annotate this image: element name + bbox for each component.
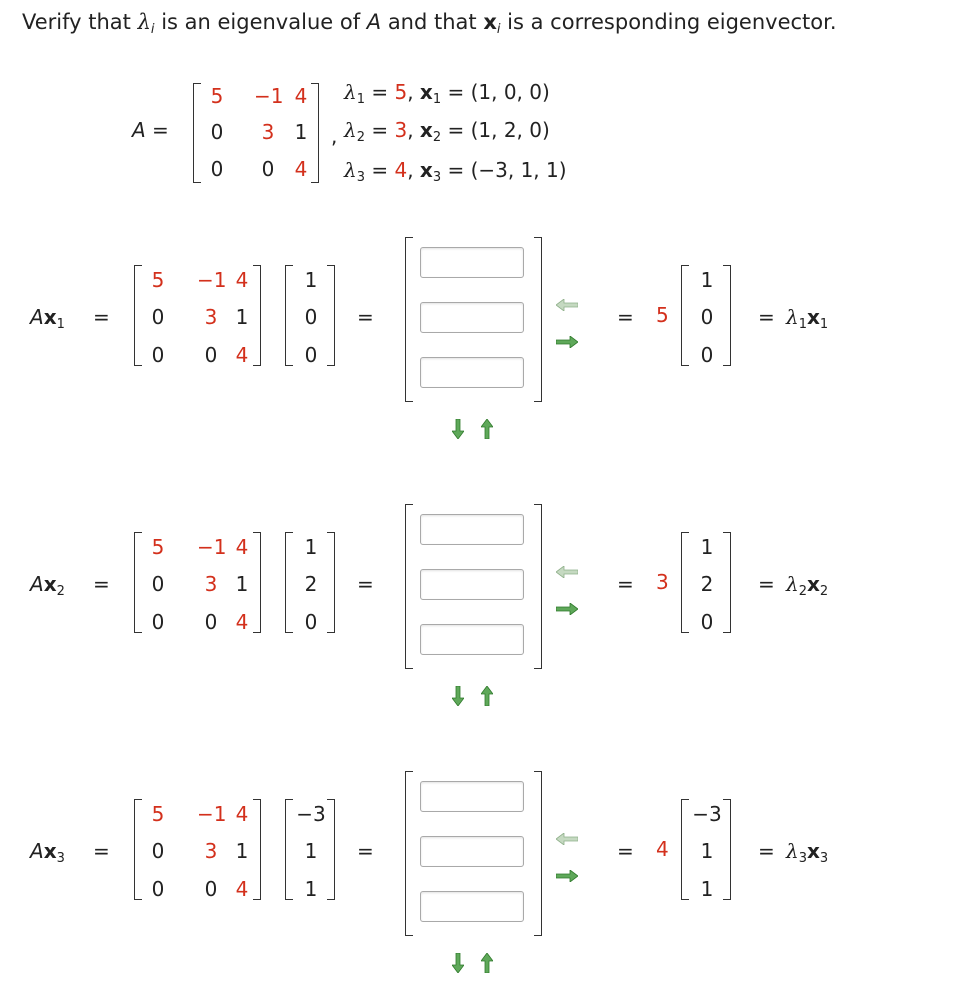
lhs-a-symbol: A <box>30 572 44 596</box>
move-down-arrow-icon[interactable] <box>452 419 464 444</box>
answer-input-3-1[interactable] <box>420 781 524 812</box>
matrix-cell-r0c2: 4 <box>235 535 249 559</box>
vector-cell-1: 2 <box>304 572 318 596</box>
vector-cell-2: 0 <box>304 610 318 634</box>
matrix-a-comma: , <box>331 124 338 148</box>
matrix-cell-r1c1: 3 <box>204 305 218 329</box>
matrix-cell-r0c1: −1 <box>197 802 227 826</box>
matrix-a-cell-r2c2: 4 <box>294 157 308 181</box>
matrix-cell-r0c0: 5 <box>151 535 165 559</box>
lambda-x-label <box>786 572 828 599</box>
final-x-sub: 1 <box>819 317 829 332</box>
result-cell-1: 2 <box>700 572 714 596</box>
vector-cell-2: 0 <box>304 343 318 367</box>
vector-cell-1: 1 <box>304 839 318 863</box>
matrix-cell-r1c2: 1 <box>235 572 249 596</box>
vector-cell-2: 1 <box>304 877 318 901</box>
matrix-a-cell-r2c1: 0 <box>261 157 275 181</box>
vector-cell-0: 1 <box>304 268 318 292</box>
move-left-arrow-icon[interactable] <box>556 292 578 316</box>
move-right-arrow-icon[interactable] <box>556 329 578 353</box>
move-down-arrow-icon[interactable] <box>452 953 464 978</box>
x-1-vector: (1, 0, 0) <box>470 80 550 104</box>
lambda-x-label <box>786 305 828 332</box>
final-lambda-sub: 1 <box>798 317 807 332</box>
matrix-cell-r1c1: 3 <box>204 572 218 596</box>
matrix-cell-r2c0: 0 <box>151 343 165 367</box>
vector-cell-1: 0 <box>304 305 318 329</box>
lambda-2-value: 3 <box>394 118 408 142</box>
matrix-cell-r1c1: 3 <box>204 839 218 863</box>
answer-left-bracket <box>405 237 413 402</box>
matrix-left-bracket <box>134 799 142 900</box>
matrix-a-cell-r0c1: −1 <box>254 84 284 108</box>
final-lambda-sub: 2 <box>798 584 807 599</box>
matrix-cell-r2c0: 0 <box>151 877 165 901</box>
eq-sign-2: = <box>441 158 471 182</box>
scalar-value: 3 <box>656 570 669 594</box>
question-text-mid2: and that <box>381 10 484 34</box>
lhs-x-symbol: x <box>43 572 57 596</box>
eq-sign-2: = <box>441 80 471 104</box>
question-text-suffix: is a corresponding eigenvector. <box>500 10 837 34</box>
matrix-a-left-bracket <box>193 83 201 183</box>
matrix-cell-r1c0: 0 <box>151 305 165 329</box>
move-left-arrow-icon[interactable] <box>556 826 578 850</box>
matrix-a-symbol: A <box>366 10 382 34</box>
lambda-1-sub: 1 <box>356 92 365 107</box>
matrix-a-label: A = <box>132 118 169 142</box>
answer-left-bracket <box>405 504 413 669</box>
lhs-label <box>30 839 65 866</box>
rhs-equals: = <box>617 305 634 329</box>
eq-sign: = <box>364 80 395 104</box>
matrix-cell-r1c2: 1 <box>235 839 249 863</box>
eq-sign-2: = <box>441 118 471 142</box>
lambda-2-sub: 2 <box>356 130 365 145</box>
lambda-1-symbol: λ <box>344 80 357 104</box>
matrix-cell-r2c0: 0 <box>151 610 165 634</box>
lhs-a-symbol: A <box>30 839 44 863</box>
lhs-equals: = <box>93 572 110 596</box>
rhs-equals: = <box>617 839 634 863</box>
answer-right-bracket <box>534 771 542 936</box>
matrix-left-bracket <box>134 532 142 633</box>
answer-right-bracket <box>534 504 542 669</box>
subscript-i: i <box>150 22 155 37</box>
x-1-sub: 1 <box>432 92 442 107</box>
vector-cell-0: 1 <box>304 535 318 559</box>
result-cell-0: 1 <box>700 268 714 292</box>
matrix-a-cell-r1c0: 0 <box>210 120 224 144</box>
answer-input-2-1[interactable] <box>420 514 524 545</box>
answer-input-1-3[interactable] <box>420 357 524 388</box>
lhs-sub: 3 <box>56 851 65 866</box>
matrix-left-bracket <box>134 265 142 366</box>
move-up-arrow-icon[interactable] <box>481 686 493 711</box>
final-equals: = <box>758 839 775 863</box>
final-x-sub: 3 <box>819 851 829 866</box>
eq-sign: = <box>364 158 395 182</box>
final-x: x <box>806 305 820 329</box>
result-cell-1: 0 <box>700 305 714 329</box>
lhs-label <box>30 305 65 332</box>
matrix-cell-r2c1: 0 <box>204 343 218 367</box>
move-up-arrow-icon[interactable] <box>481 419 493 444</box>
result-cell-2: 1 <box>700 877 714 901</box>
matrix-a-cell-r1c1: 3 <box>261 120 275 144</box>
separator: , <box>407 118 420 142</box>
matrix-cell-r2c2: 4 <box>235 877 249 901</box>
move-up-arrow-icon[interactable] <box>481 953 493 978</box>
lambda-1-value: 5 <box>394 80 408 104</box>
x-2-sub: 2 <box>432 130 442 145</box>
final-equals: = <box>758 305 775 329</box>
answer-input-2-2[interactable] <box>420 569 524 600</box>
final-lambda: λ <box>786 572 799 596</box>
matrix-cell-r2c2: 4 <box>235 343 249 367</box>
answer-right-bracket <box>534 237 542 402</box>
lhs-sub: 2 <box>56 584 65 599</box>
matrix-cell-r0c2: 4 <box>235 802 249 826</box>
lhs-x-symbol: x <box>43 839 57 863</box>
final-equals: = <box>758 572 775 596</box>
lambda-x-label <box>786 839 828 866</box>
matrix-cell-r0c0: 5 <box>151 802 165 826</box>
x-3-symbol: x <box>419 158 433 182</box>
answer-input-1-2[interactable] <box>420 302 524 333</box>
x-1-symbol: x <box>419 80 433 104</box>
matrix-cell-r2c1: 0 <box>204 877 218 901</box>
lambda-3-sub: 3 <box>356 170 365 185</box>
separator: , <box>407 158 420 182</box>
matrix-cell-r0c2: 4 <box>235 268 249 292</box>
answer-input-2-3[interactable] <box>420 624 524 655</box>
vector-cell-0: −3 <box>296 802 326 826</box>
matrix-cell-r2c2: 4 <box>235 610 249 634</box>
answer-input-3-3[interactable] <box>420 891 524 922</box>
matrix-a-cell-r0c0: 5 <box>210 84 224 108</box>
matrix-a-cell-r2c0: 0 <box>210 157 224 181</box>
matrix-a-cell-r0c2: 4 <box>294 84 308 108</box>
vector-x-symbol: x <box>483 10 497 34</box>
final-x: x <box>806 839 820 863</box>
scalar-value: 4 <box>656 837 669 861</box>
eq-sign: = <box>364 118 395 142</box>
x-3-sub: 3 <box>432 170 442 185</box>
result-cell-0: 1 <box>700 535 714 559</box>
final-lambda: λ <box>786 305 799 329</box>
final-lambda: λ <box>786 839 799 863</box>
lhs-equals: = <box>93 305 110 329</box>
x-2-symbol: x <box>419 118 433 142</box>
matrix-cell-r0c1: −1 <box>197 535 227 559</box>
final-lambda-sub: 3 <box>798 851 807 866</box>
matrix-cell-r1c0: 0 <box>151 572 165 596</box>
result-cell-2: 0 <box>700 343 714 367</box>
middle-equals: = <box>357 839 374 863</box>
scalar-value: 5 <box>656 303 669 327</box>
matrix-cell-r1c2: 1 <box>235 305 249 329</box>
lambda-2-symbol: λ <box>344 118 357 142</box>
matrix-cell-r1c0: 0 <box>151 839 165 863</box>
lhs-x-symbol: x <box>43 305 57 329</box>
question-text-prefix: Verify that <box>22 10 138 34</box>
lhs-a-symbol: A <box>30 305 44 329</box>
rhs-equals: = <box>617 572 634 596</box>
separator: , <box>407 80 420 104</box>
final-x: x <box>806 572 820 596</box>
matrix-cell-r0c0: 5 <box>151 268 165 292</box>
lambda-symbol: λ <box>137 10 151 34</box>
result-cell-1: 1 <box>700 839 714 863</box>
question-text-mid: is an eigenvalue of <box>154 10 367 34</box>
move-down-arrow-icon[interactable] <box>452 686 464 711</box>
result-cell-0: −3 <box>692 802 722 826</box>
subscript-i-2: i <box>496 22 501 37</box>
result-cell-2: 0 <box>700 610 714 634</box>
move-right-arrow-icon[interactable] <box>556 596 578 620</box>
matrix-cell-r0c1: −1 <box>197 268 227 292</box>
final-x-sub: 2 <box>819 584 829 599</box>
answer-left-bracket <box>405 771 413 936</box>
matrix-cell-r2c1: 0 <box>204 610 218 634</box>
eigenpair-1 <box>344 80 550 107</box>
lhs-label <box>30 572 65 599</box>
middle-equals: = <box>357 572 374 596</box>
x-3-vector: (−3, 1, 1) <box>470 158 567 182</box>
lambda-3-symbol: λ <box>344 158 357 182</box>
lambda-3-value: 4 <box>394 158 408 182</box>
lhs-equals: = <box>93 839 110 863</box>
middle-equals: = <box>357 305 374 329</box>
eigenpair-2 <box>344 118 550 145</box>
answer-input-1-1[interactable] <box>420 247 524 278</box>
move-left-arrow-icon[interactable] <box>556 559 578 583</box>
x-2-vector: (1, 2, 0) <box>470 118 550 142</box>
matrix-a-cell-r1c2: 1 <box>294 120 308 144</box>
lhs-sub: 1 <box>56 317 65 332</box>
question-text <box>22 10 837 37</box>
eigenpair-3 <box>344 158 567 185</box>
move-right-arrow-icon[interactable] <box>556 863 578 887</box>
answer-input-3-2[interactable] <box>420 836 524 867</box>
